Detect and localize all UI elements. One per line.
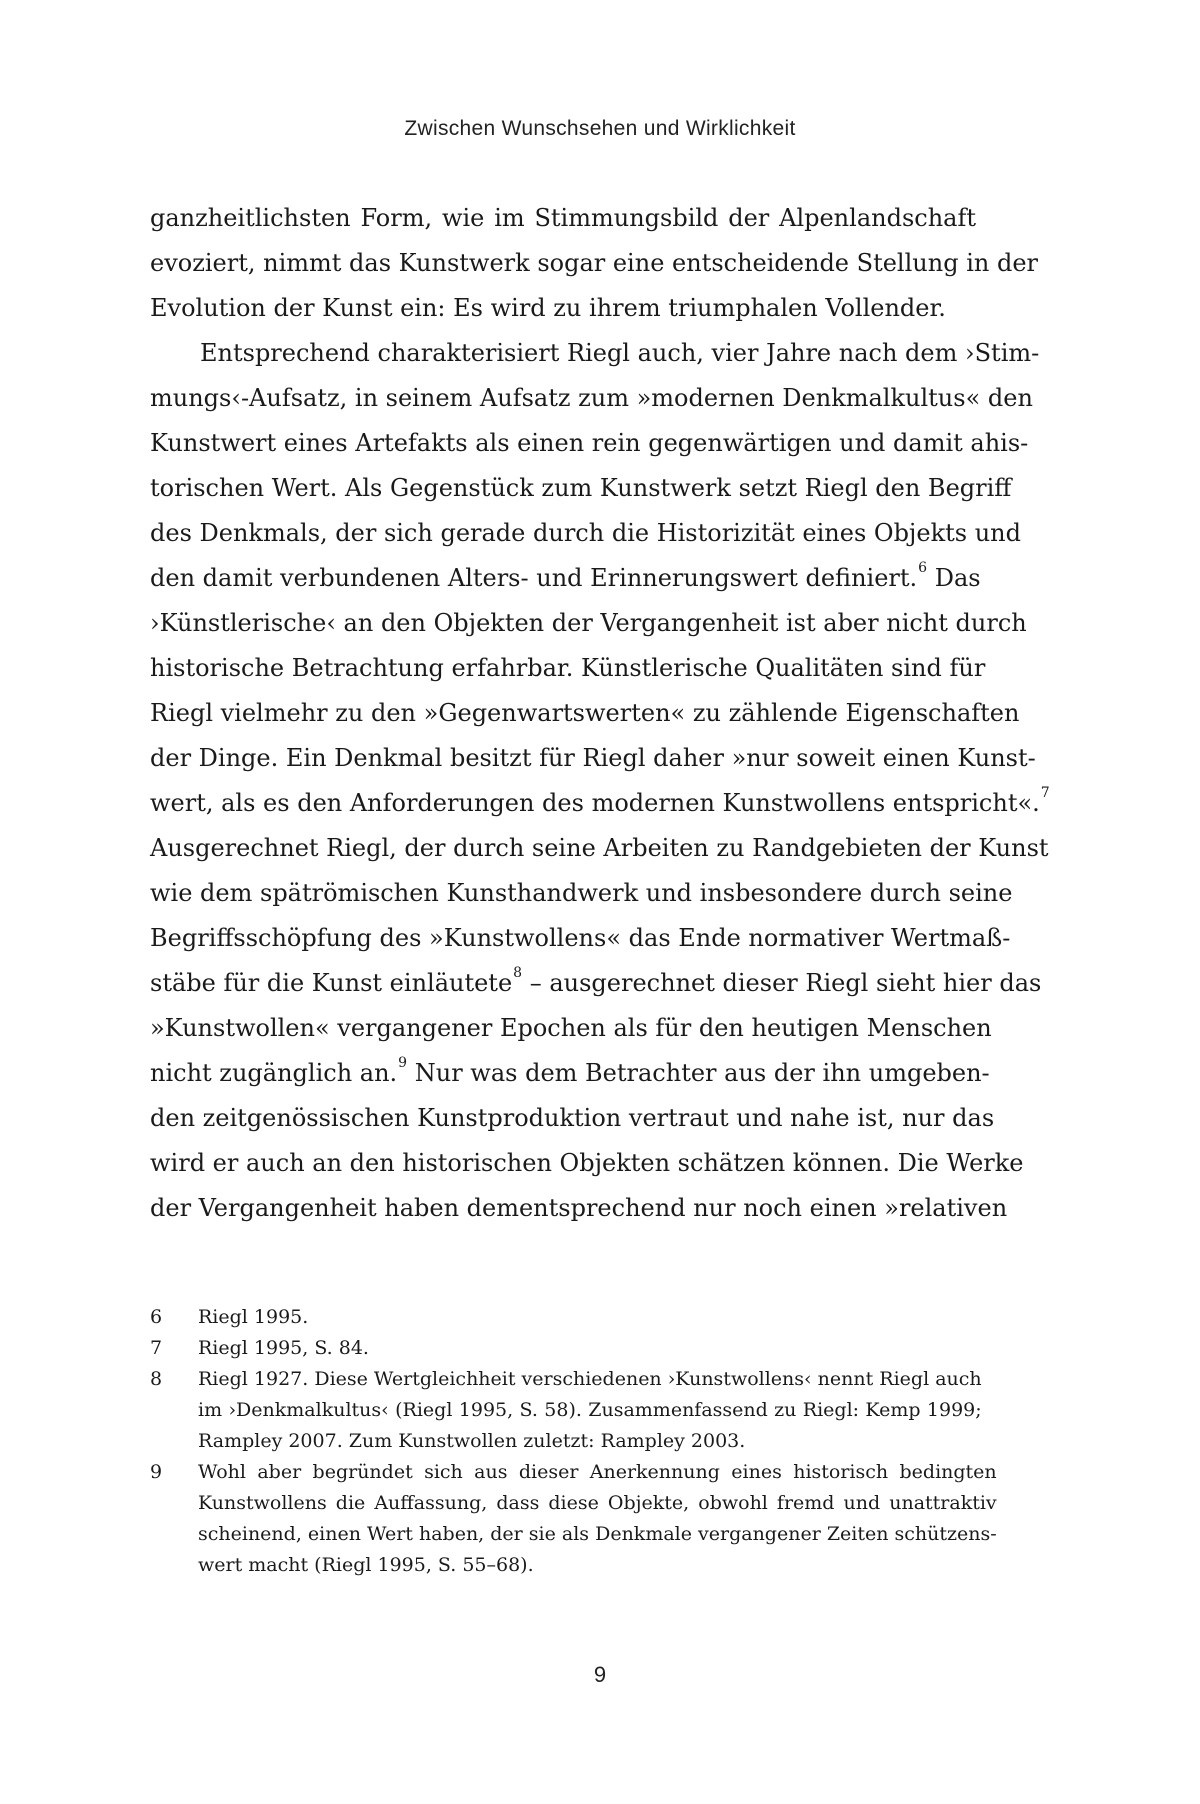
page-number: 9: [593, 1662, 607, 1687]
footnote-text: [198, 1333, 976, 1364]
body-line: Evolution der Kunst ein: Es wird zu ihrem triumphalen Vollender.: [150, 294, 946, 322]
body-line-text: Nur was dem Betrachter aus der ihn umgeben-: [414, 1059, 990, 1087]
body-line: Ausgerechnet Riegl, der durch seine Arbeiten zu Randgebieten der Kunst: [150, 834, 1049, 862]
body-line: [150, 961, 1042, 1006]
body-line-text: nicht zugänglich an.: [150, 1059, 398, 1087]
body-line: ›Künstlerische‹ an den Objekten der Vergangenheit ist aber nicht durch: [150, 609, 1027, 637]
body-line: wird er auch an den historischen Objekten schätzen können. Die Werke: [150, 1149, 1024, 1177]
footnote-ref[interactable]: 9: [398, 1055, 408, 1071]
body-line: Kunstwert eines Artefakts als einen rein gegenwärtigen und damit ahis-: [150, 429, 1029, 457]
body-line: des Denkmals, der sich gerade durch die Historizität eines Objekts und: [150, 519, 1021, 547]
footnote: [150, 1364, 982, 1457]
footnote-line: Riegl 1995.: [198, 1306, 309, 1328]
footnote-number: 9: [150, 1461, 163, 1483]
footnotes: [150, 1302, 997, 1581]
body-line-text: stäbe für die Kunst einläutete: [150, 969, 513, 997]
footnote-line: im ›Denkmalkultus‹ (Riegl 1995, S. 58). Zusammenfassend zu Riegl: Kemp 1999;: [198, 1399, 982, 1421]
footnote-ref[interactable]: 7: [1040, 785, 1050, 801]
footnote-number: 7: [150, 1337, 163, 1359]
footnote-text: [198, 1457, 997, 1581]
body-line: [150, 781, 1050, 826]
body-line: ganzheitlichsten Form, wie im Stimmungsbild der Alpenlandschaft: [150, 204, 976, 232]
body-line: der Vergangenheit haben dementsprechend nur noch einen »relativen: [150, 1194, 1008, 1222]
footnote-ref[interactable]: 8: [513, 965, 523, 981]
footnote-ref[interactable]: 6: [918, 560, 928, 576]
footnote-number: 8: [150, 1368, 163, 1390]
footnote: [150, 1457, 997, 1581]
running-head: Zwischen Wunschsehen und Wirklichkeit: [404, 117, 796, 140]
footnote-text: [198, 1364, 982, 1457]
footnote: [150, 1333, 976, 1364]
footnote: [150, 1302, 976, 1333]
body-line: [150, 1051, 990, 1096]
body-line: der Dinge. Ein Denkmal besitzt für Riegl daher »nur soweit einen Kunst-: [150, 744, 1036, 772]
body-line: [150, 556, 981, 601]
body-line: torischen Wert. Als Gegenstück zum Kunstwerk setzt Riegl den Begriff: [150, 474, 1012, 502]
body-line-text: wert, als es den Anforderungen des modernen Kunstwollens entspricht«.: [150, 789, 1040, 817]
body-line: den zeitgenössischen Kunstproduktion vertraut und nahe ist, nur das: [150, 1104, 995, 1132]
body-text: [150, 196, 1050, 1231]
footnote-number: 6: [150, 1306, 163, 1328]
footnote-line: Wohl aber begründet sich aus dieser Anerkennung eines historisch bedingten: [198, 1461, 997, 1483]
body-line: Begriffsschöpfung des »Kunstwollens« das Ende normativer Wertmaß-: [150, 924, 1011, 952]
footnote-line: Rampley 2007. Zum Kunstwollen zuletzt: Rampley 2003.: [198, 1430, 746, 1452]
footnote-line: scheinend, einen Wert haben, der sie als Denkmale vergangener Zeiten schützens-: [198, 1523, 997, 1545]
body-line: »Kunstwollen« vergangener Epochen als für den heutigen Menschen: [150, 1014, 992, 1042]
footnote-line: wert macht (Riegl 1995, S. 55–68).: [198, 1554, 534, 1576]
footnote-line: Kunstwollens die Auffassung, dass diese Objekte, obwohl fremd und unattraktiv: [198, 1492, 997, 1514]
body-line: Entsprechend charakterisiert Riegl auch, vier Jahre nach dem ›Stim-: [200, 339, 1040, 367]
body-line-text: – ausgerechnet dieser Riegl sieht hier das: [529, 969, 1042, 997]
body-line: Riegl vielmehr zu den »Gegenwartswerten« zu zählende Eigenschaften: [150, 699, 1020, 727]
footnote-text: [198, 1302, 976, 1333]
footnote-line: Riegl 1927. Diese Wertgleichheit verschiedenen ›Kunstwollens‹ nennt Riegl auch: [198, 1368, 982, 1390]
body-line: historische Betrachtung erfahrbar. Künstlerische Qualitäten sind für: [150, 654, 986, 682]
footnote-line: Riegl 1995, S. 84.: [198, 1337, 369, 1359]
body-line: mungs‹-Aufsatz, in seinem Aufsatz zum »modernen Denkmalkultus« den: [150, 384, 1033, 412]
body-line-text: den damit verbundenen Alters- und Erinnerungswert definiert.: [150, 564, 918, 592]
body-line: evoziert, nimmt das Kunstwerk sogar eine entscheidende Stellung in der: [150, 249, 1038, 277]
body-line-text: Das: [934, 564, 981, 592]
body-line: wie dem spätrömischen Kunsthandwerk und insbesondere durch seine: [150, 879, 1013, 907]
